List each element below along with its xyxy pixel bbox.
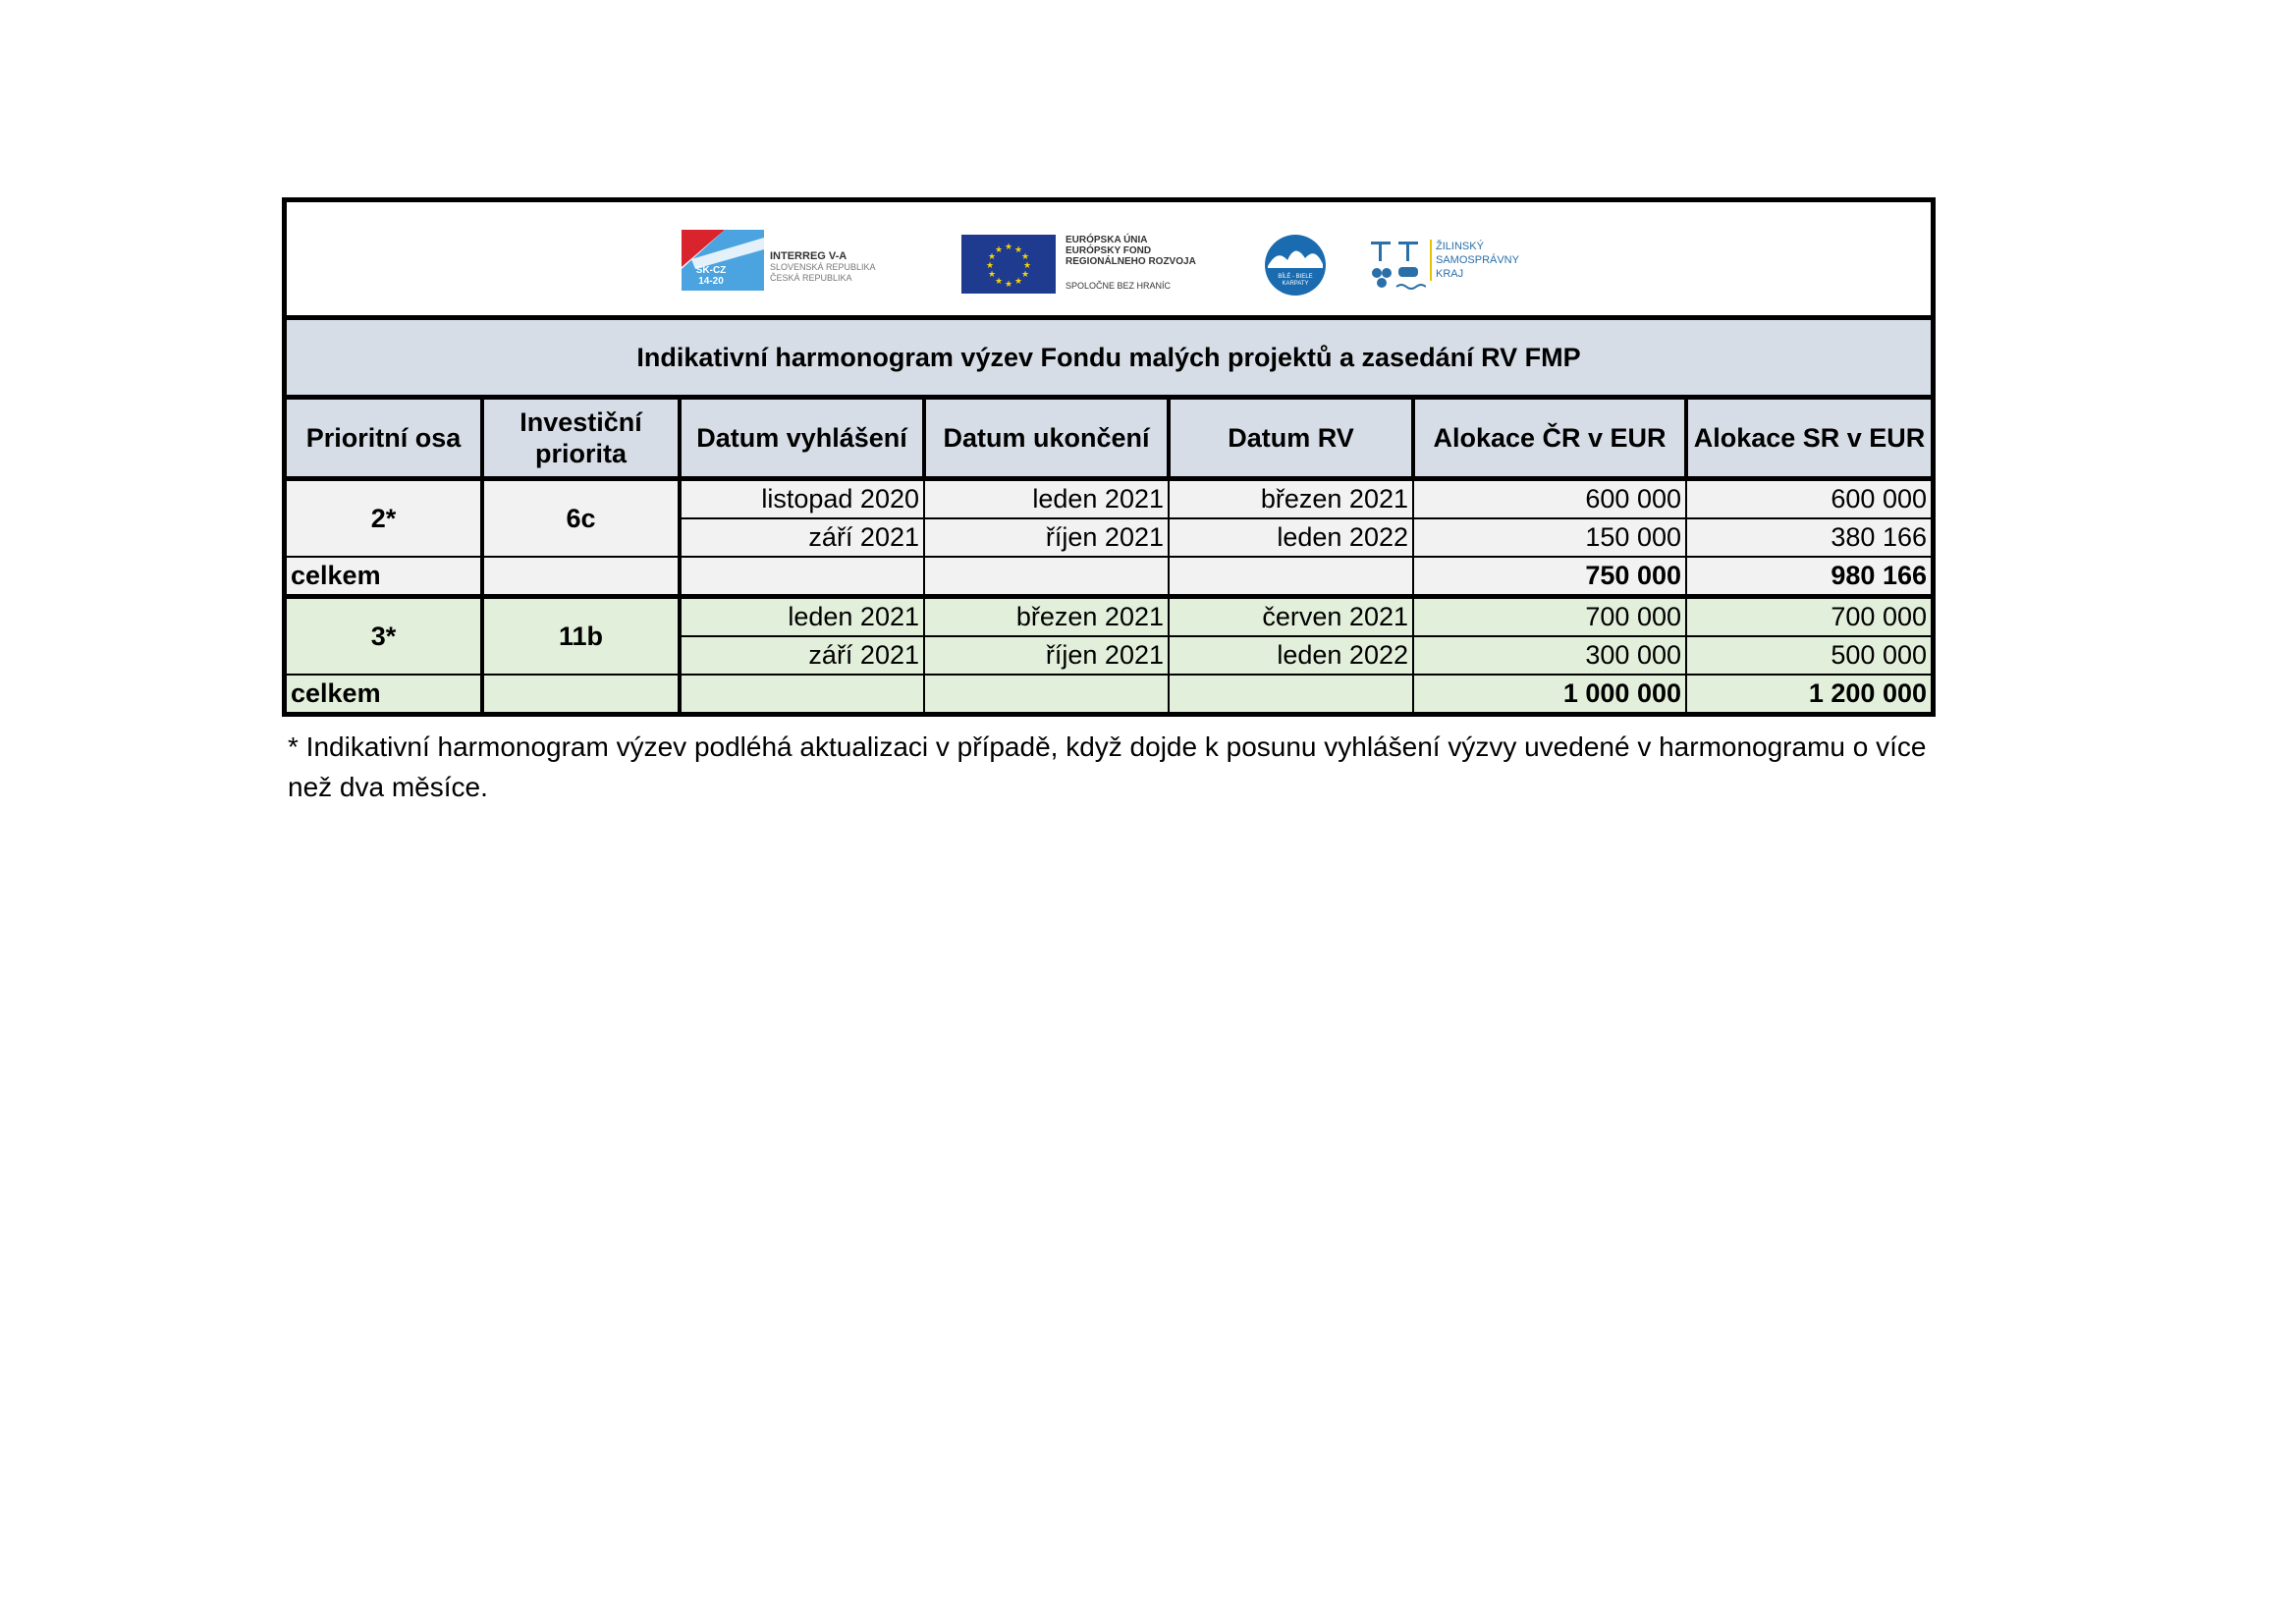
ukonceni-cell: březen 2021 xyxy=(924,597,1169,637)
svg-text:★: ★ xyxy=(985,261,995,271)
rv-cell: březen 2021 xyxy=(1169,479,1413,519)
eu-line1: EURÓPSKA ÚNIA xyxy=(1066,235,1148,245)
sr-cell: 600 000 xyxy=(1686,479,1931,519)
svg-text:★: ★ xyxy=(1020,252,1030,262)
logo-bar xyxy=(287,202,1931,320)
total-label: celkem xyxy=(287,557,482,597)
empty-cell xyxy=(482,557,680,597)
vyhlaseni-cell: leden 2021 xyxy=(680,597,924,637)
priority-cell: 6c xyxy=(482,479,680,558)
total-cr: 1 000 000 xyxy=(1413,675,1686,712)
empty-cell xyxy=(1169,675,1413,712)
rv-cell: červen 2021 xyxy=(1169,597,1413,637)
total-sr: 1 200 000 xyxy=(1686,675,1931,712)
table-title: Indikativní harmonogram výzev Fondu malých projektů a zasedání RV FMP xyxy=(287,320,1931,400)
total-sr: 980 166 xyxy=(1686,557,1931,597)
empty-cell xyxy=(924,675,1169,712)
empty-cell xyxy=(482,675,680,712)
zilina-line1: ŽILINSKÝ xyxy=(1436,241,1484,252)
header-alokace-sr: Alokace SR v EUR xyxy=(1686,400,1931,479)
vyhlaseni-cell: září 2021 xyxy=(680,518,924,557)
total-row xyxy=(287,557,1931,597)
karpaty-text: BÍLÉ - BIELE KARPATY xyxy=(1278,274,1313,287)
header-prioritni-osa: Prioritní osa xyxy=(287,400,482,479)
sr-cell: 380 166 xyxy=(1686,518,1931,557)
empty-cell xyxy=(1169,557,1413,597)
total-label: celkem xyxy=(287,675,482,712)
axis-cell: 3* xyxy=(287,597,482,676)
interreg-logo xyxy=(682,230,876,291)
interreg-badge-line1: SK-CZ xyxy=(695,265,727,276)
zilina-coat-icon xyxy=(1367,238,1426,295)
ukonceni-cell: leden 2021 xyxy=(924,479,1169,519)
schedule-table xyxy=(287,400,1931,712)
svg-text:★: ★ xyxy=(1004,243,1013,252)
interreg-line2: SLOVENSKÁ REPUBLIKA xyxy=(770,262,876,272)
cr-cell: 150 000 xyxy=(1413,518,1686,557)
footnote: * Indikativní harmonogram výzev podléhá aktualizaci v případě, když dojde k posunu vyhlášení výzvy uvedené v harmonogramu o více než dva měsíce. xyxy=(288,731,1927,802)
cr-cell: 700 000 xyxy=(1413,597,1686,637)
svg-text:★: ★ xyxy=(994,277,1004,287)
priority-cell: 11b xyxy=(482,597,680,676)
zilina-line3: KRAJ xyxy=(1436,268,1464,280)
cr-cell: 600 000 xyxy=(1413,479,1686,519)
sr-cell: 500 000 xyxy=(1686,636,1931,675)
header-datum-vyhlaseni: Datum vyhlášení xyxy=(680,400,924,479)
table-row xyxy=(287,597,1931,637)
vyhlaseni-cell: září 2021 xyxy=(680,636,924,675)
svg-text:★: ★ xyxy=(1013,277,1023,287)
axis-cell: 2* xyxy=(287,479,482,558)
header-row xyxy=(287,400,1931,479)
eu-flag-icon xyxy=(961,235,1056,294)
eu-line2: EURÓPSKY FOND xyxy=(1066,245,1152,256)
total-cr: 750 000 xyxy=(1413,557,1686,597)
svg-text:★: ★ xyxy=(1004,280,1013,290)
svg-text:★: ★ xyxy=(994,245,1004,255)
interreg-badge xyxy=(682,265,740,287)
karpaty-logo xyxy=(1262,235,1329,296)
zilina-line2: SAMOSPRÁVNY xyxy=(1436,254,1519,266)
header-datum-ukonceni: Datum ukončení xyxy=(924,400,1169,479)
svg-text:★: ★ xyxy=(987,252,997,262)
eu-logo xyxy=(961,235,1256,296)
empty-cell xyxy=(680,675,924,712)
svg-text:★: ★ xyxy=(1022,261,1032,271)
interreg-line3: ČESKÁ REPUBLIKA xyxy=(770,273,852,283)
header-investicni-priorita: Investiční priorita xyxy=(482,400,680,479)
table-row xyxy=(287,479,1931,519)
zilina-logo xyxy=(1367,238,1544,297)
cr-cell: 300 000 xyxy=(1413,636,1686,675)
schedule-table-frame xyxy=(282,197,1936,717)
empty-cell xyxy=(680,557,924,597)
interreg-title: INTERREG V-A xyxy=(770,250,847,262)
rv-cell: leden 2022 xyxy=(1169,518,1413,557)
ukonceni-cell: říjen 2021 xyxy=(924,636,1169,675)
sr-cell: 700 000 xyxy=(1686,597,1931,637)
eu-line4: SPOLOČNE BEZ HRANÍC xyxy=(1066,281,1172,291)
svg-text:★: ★ xyxy=(1013,245,1023,255)
rv-cell: leden 2022 xyxy=(1169,636,1413,675)
svg-text:★: ★ xyxy=(1020,270,1030,280)
header-datum-rv: Datum RV xyxy=(1169,400,1413,479)
svg-text:★: ★ xyxy=(987,270,997,280)
empty-cell xyxy=(924,557,1169,597)
ukonceni-cell: říjen 2021 xyxy=(924,518,1169,557)
vyhlaseni-cell: listopad 2020 xyxy=(680,479,924,519)
total-row xyxy=(287,675,1931,712)
header-alokace-cr: Alokace ČR v EUR xyxy=(1413,400,1686,479)
interreg-badge-line2: 14-20 xyxy=(698,276,724,287)
eu-line3: REGIONÁLNEHO ROZVOJA xyxy=(1066,256,1196,267)
